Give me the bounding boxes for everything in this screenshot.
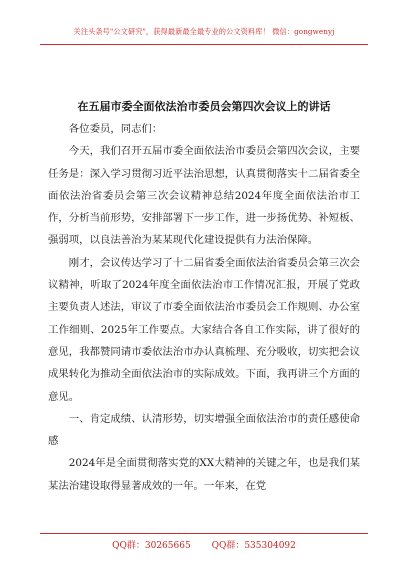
document-body [48,118,360,497]
document-title: 在五届市委全面依法治市委员会第四次会议上的讲话 [77,100,331,113]
paragraph: 刚才，会议传达学习了十二届省委全面依法治省委员会第三次会议精神，听取了2024年度全面依法治市工作情况汇报，开展了党政主要负责人述法，审议了市委全面依法治市委员会工作规则、办公室工作细则、2025年工作要点。大家结合各自工作实际，讲了很好的意见，我都赞同请市委依法治市办认真梳理、充分吸收，切实把会议成果转化为推动全面依法治市的实际成效。下面，我再讲三个方面的意见。 [48,256,360,403]
paragraph: 今天，我们召开五届市委全面依法治市委员会第四次会议，主要任务是：深入学习贯彻习近平法治思想，认真贯彻落实十二届省委全面依法治省委员会第三次会议精神总结2024年度全面依法治市工作，分析当前形势，安排部署下一步工作，进一步扬优势、补短板、强弱项，以良法善治为某某现代化建设提供有力法治保障。 [48,145,360,247]
footer-qq-group-1: QQ群：30265665 [112,541,191,551]
paragraph: 2024年是全面贯彻落实党的XX大精神的关键之年，也是我们某某法治建设取得显著成效的一年。一年来，在党 [48,457,360,492]
footer-qq-group-2: QQ群：535304092 [211,541,296,551]
header-banner: 关注头条号"公文研究"，获得最新最全最专业的公文资料库！ 微信：gongwenyj [73,27,335,36]
header-divider [40,44,368,45]
footer [0,538,408,551]
section-heading: 一、肯定成绩、认清形势，切实增强全面依法治市的责任感使命感 [48,412,360,448]
salutation: 各位委员，同志们： [68,123,163,135]
footer-divider [40,533,368,534]
